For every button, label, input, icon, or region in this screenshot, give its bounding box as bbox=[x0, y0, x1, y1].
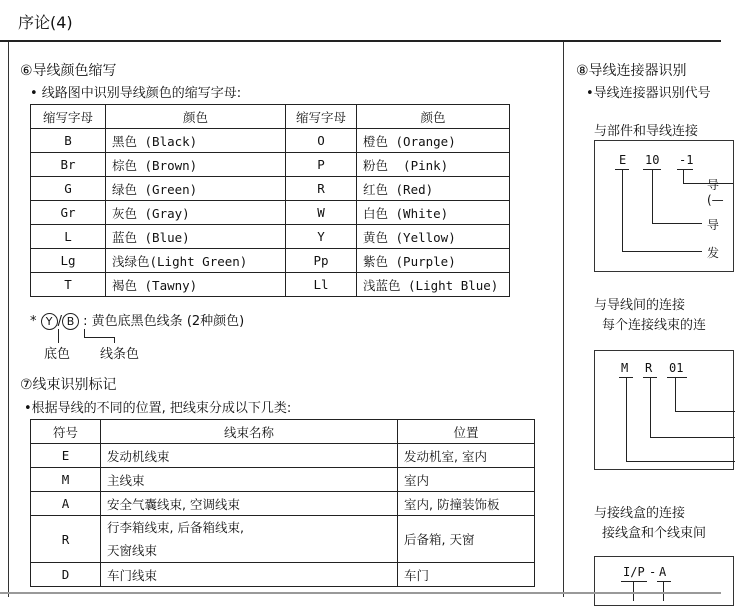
code-3-dash: - bbox=[649, 565, 657, 579]
table-row bbox=[31, 249, 510, 273]
section-8-bullet: •导线连接器识别代号 bbox=[586, 86, 711, 101]
cell: 蓝色 (Blue) bbox=[106, 225, 286, 249]
note-slash: / bbox=[57, 314, 63, 329]
cell: R bbox=[286, 177, 357, 201]
sub-junction-box-desc: 接线盒和个线束间 bbox=[602, 526, 707, 541]
th-symbol: 符号 bbox=[31, 420, 101, 444]
circle-b-icon: B bbox=[62, 313, 79, 330]
cell: 室内, 防撞装饰板 bbox=[398, 492, 535, 516]
leader bbox=[650, 377, 651, 437]
label-1b: (— bbox=[707, 193, 724, 207]
cell: Br bbox=[31, 153, 106, 177]
cell: 黄色 (Yellow) bbox=[357, 225, 510, 249]
cell: R bbox=[31, 516, 101, 563]
sub-junction-box: 与接线盒的连接 bbox=[594, 506, 686, 521]
note-star: * bbox=[30, 314, 37, 329]
cell: 棕色 (Brown) bbox=[106, 153, 286, 177]
leader bbox=[626, 377, 627, 461]
table-row bbox=[31, 563, 535, 587]
arrow-stripe-icon bbox=[84, 329, 85, 337]
leader bbox=[622, 251, 702, 252]
sub-wire-connection-desc: 每个连接线束的连 bbox=[602, 318, 707, 333]
label-2: 导 bbox=[707, 218, 720, 232]
leader bbox=[650, 437, 735, 438]
cell: Y bbox=[286, 225, 357, 249]
diagram-box-3 bbox=[594, 556, 734, 606]
underline bbox=[621, 581, 647, 582]
table-row bbox=[31, 153, 510, 177]
color-note bbox=[30, 310, 244, 330]
harness-table-header bbox=[31, 420, 535, 444]
cell: Ll bbox=[286, 273, 357, 297]
th-harness-name: 线束名称 bbox=[101, 420, 398, 444]
leader bbox=[675, 411, 735, 412]
table-row bbox=[31, 516, 535, 563]
cell: D bbox=[31, 563, 101, 587]
bottom-rule bbox=[0, 592, 721, 594]
section-7-bullet: •根据导线的不同的位置, 把线束分成以下几类: bbox=[24, 401, 292, 416]
leader bbox=[626, 461, 735, 462]
cell: Lg bbox=[31, 249, 106, 273]
cell: 发动机室, 室内 bbox=[398, 444, 535, 468]
cell: 浅蓝色 (Light Blue) bbox=[357, 273, 510, 297]
table-row bbox=[31, 177, 510, 201]
table-row bbox=[31, 468, 535, 492]
sub-component-connection: 与部件和导线连接 bbox=[594, 124, 699, 139]
code-3-a: A bbox=[659, 565, 667, 579]
th-abbr-1: 缩写字母 bbox=[31, 105, 106, 129]
th-location: 位置 bbox=[398, 420, 535, 444]
section-7-title: ⑦线束识别标记 bbox=[20, 377, 117, 393]
th-abbr-2: 缩写字母 bbox=[286, 105, 357, 129]
leader bbox=[663, 581, 664, 601]
arrow-base-icon bbox=[58, 329, 59, 343]
r-line-1: 行李箱线束, 后备箱线束, bbox=[107, 520, 244, 535]
leader bbox=[633, 581, 634, 601]
cell: A bbox=[31, 492, 101, 516]
page-header bbox=[0, 0, 721, 42]
table-row bbox=[31, 492, 535, 516]
cell: 后备箱, 天窗 bbox=[398, 516, 535, 563]
diagram-box-2 bbox=[594, 350, 734, 470]
r-line-2: 天窗线束 bbox=[107, 543, 158, 558]
leader bbox=[683, 169, 684, 183]
code-2-r: R bbox=[645, 361, 653, 375]
underline bbox=[667, 377, 687, 378]
cell bbox=[101, 516, 398, 563]
cell: 安全气囊线束, 空调线束 bbox=[101, 492, 398, 516]
cell: 室内 bbox=[398, 468, 535, 492]
sub-wire-connection: 与导线间的连接 bbox=[594, 298, 686, 313]
section-6-bullet: • 线路图中识别导线颜色的缩写字母: bbox=[30, 86, 242, 101]
label-1: 导 bbox=[707, 178, 720, 192]
circle-y-icon: Y bbox=[41, 313, 58, 330]
left-rule bbox=[8, 42, 9, 597]
table-row bbox=[31, 444, 535, 468]
arrow-stripe-line bbox=[84, 337, 114, 338]
harness-table bbox=[30, 419, 535, 587]
cell: 红色 (Red) bbox=[357, 177, 510, 201]
cell: 车门 bbox=[398, 563, 535, 587]
cell: 灰色 (Gray) bbox=[106, 201, 286, 225]
code-1-e: E bbox=[619, 153, 627, 167]
cell: B bbox=[31, 129, 106, 153]
leader bbox=[652, 169, 653, 223]
leader bbox=[622, 169, 623, 251]
cell: T bbox=[31, 273, 106, 297]
cell: Pp bbox=[286, 249, 357, 273]
code-1-10: 10 bbox=[645, 153, 660, 167]
table-row bbox=[31, 129, 510, 153]
underline bbox=[657, 581, 671, 582]
page-title: 序论(4) bbox=[18, 13, 73, 32]
cell: M bbox=[31, 468, 101, 492]
code-3-ip: I/P bbox=[623, 565, 645, 579]
cell: 紫色 (Purple) bbox=[357, 249, 510, 273]
leader bbox=[675, 377, 676, 411]
cell: P bbox=[286, 153, 357, 177]
cell: 车门线束 bbox=[101, 563, 398, 587]
table-row bbox=[31, 225, 510, 249]
column-divider bbox=[563, 42, 564, 597]
cell: 白色 (White) bbox=[357, 201, 510, 225]
underline bbox=[677, 169, 693, 170]
th-color-2: 颜色 bbox=[357, 105, 510, 129]
cell: 主线束 bbox=[101, 468, 398, 492]
cell: L bbox=[31, 225, 106, 249]
section-8-title: ⑧导线连接器识别 bbox=[576, 63, 687, 79]
cell: Gr bbox=[31, 201, 106, 225]
cell: O bbox=[286, 129, 357, 153]
code-1-dash1: -1 bbox=[679, 153, 694, 167]
th-color-1: 颜色 bbox=[106, 105, 286, 129]
cell: 粉色 (Pink) bbox=[357, 153, 510, 177]
cell: 橙色 (Orange) bbox=[357, 129, 510, 153]
cell: 绿色 (Green) bbox=[106, 177, 286, 201]
color-table bbox=[30, 104, 510, 297]
table-row bbox=[31, 201, 510, 225]
label-base: 底色 bbox=[44, 347, 71, 362]
cell: E bbox=[31, 444, 101, 468]
cell: G bbox=[31, 177, 106, 201]
cell: 黑色 (Black) bbox=[106, 129, 286, 153]
cell: W bbox=[286, 201, 357, 225]
color-table-header bbox=[31, 105, 510, 129]
leader bbox=[652, 223, 702, 224]
code-2-01: 01 bbox=[669, 361, 684, 375]
diagram-box-1 bbox=[594, 140, 734, 272]
cell: 浅绿色(Light Green) bbox=[106, 249, 286, 273]
cell: 发动机线束 bbox=[101, 444, 398, 468]
label-3: 发 bbox=[707, 246, 720, 260]
cell: 褐色 (Tawny) bbox=[106, 273, 286, 297]
table-row bbox=[31, 273, 510, 297]
code-2-m: M bbox=[621, 361, 629, 375]
label-stripe: 线条色 bbox=[100, 347, 140, 362]
section-6-title: ⑥导线颜色缩写 bbox=[20, 63, 117, 79]
note-text: : 黄色底黑色线条 (2种颜色) bbox=[83, 314, 245, 329]
